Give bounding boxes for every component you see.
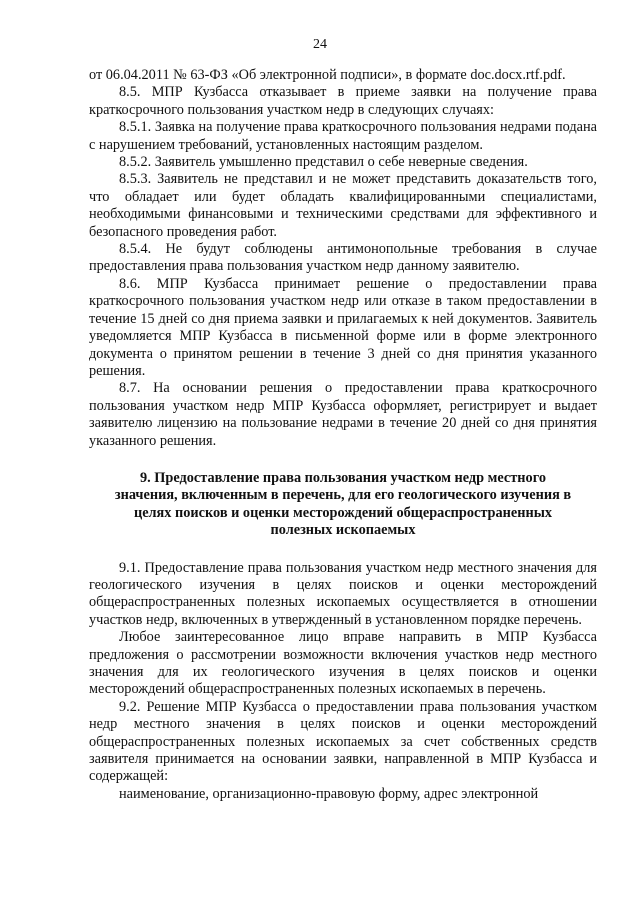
document-body [89,67,597,803]
paragraph-p0: от 06.04.2011 № 63-ФЗ «Об электронной подписи», в формате doc.docx.rtf.pdf. [89,67,566,83]
paragraph-8-6: 8.6. МПР Кузбасса принимает решение о предоставлении права краткосрочного пользования участком недр или отказе в таком предоставлении в течение 15 дней со дня приема заявки и прилагаемых к ней документов. Заявитель уведомляется МПР Кузбасса в письменной форме или в форме электронного документа о принятом решении в течение 3 дней со дня принятия указанного решения. [89,275,597,379]
paragraph-list-item: наименование, организационно-правовую форму, адрес электронной [119,785,539,802]
paragraph-8-5: 8.5. МПР Кузбасса отказывает в приеме заявки на получение права краткосрочного пользования участком недр в следующих случаях: [89,84,597,118]
paragraph-8-5-2: 8.5.2. Заявитель умышленно представил о себе неверные сведения. [119,154,528,171]
section-heading-9: 9. Предоставление права пользования участком недр местного значения, включенным в перечень, для его геологического изучения в целях поисков и оценки месторождений общераспространенных полезных ископаемых [114,469,572,539]
paragraph-9-1: 9.1. Предоставление права пользования участком недр местного значения для геологического изучения в целях поисков и оценки месторождений общераспространенных полезных ископаемых осуществляется в отношении участков недр, включенных в утвержденный в установленном порядке перечень. [89,559,597,628]
paragraph-8-7: 8.7. На основании решения о предоставлении права краткосрочного пользования участком недр МПР Кузбасса оформляет, регистрирует и выдает заявителю лицензию на пользование недрами в течение 20 дней со дня принятия указанного решения. [89,380,597,449]
page-number: 24 [313,37,327,52]
paragraph-8-5-1: 8.5.1. Заявка на получение права краткосрочного пользования недрами подана с нарушением требований, установленных настоящим разделом. [89,119,597,153]
paragraph-8-5-3: 8.5.3. Заявитель не представил и не может представить доказательств того, что обладает или будет обладать квалифицированными специалистами, необходимыми финансовыми и техническими средствами для эффективного и безопасного проведения работ. [89,171,597,240]
paragraph-9-2: 9.2. Решение МПР Кузбасса о предоставлении права пользования участком недр местного значения в целях поисков и оценки месторождений общераспространенных полезных ископаемых за счет собственных средств заявителя принимается на основании заявки, направленной в МПР Кузбасса и содержащей: [89,698,597,785]
paragraph-proposals: Любое заинтересованное лицо вправе направить в МПР Кузбасса предложения о рассмотрении возможности включения участков недр местного значения для их геологического изучения в целях поисков и оценки месторождений общераспространенных полезных ископаемых в перечень. [89,629,597,698]
paragraph-8-5-4: 8.5.4. Не будут соблюдены антимонопольные требования в случае предоставления права пользования участком недр данному заявителю. [89,241,597,275]
